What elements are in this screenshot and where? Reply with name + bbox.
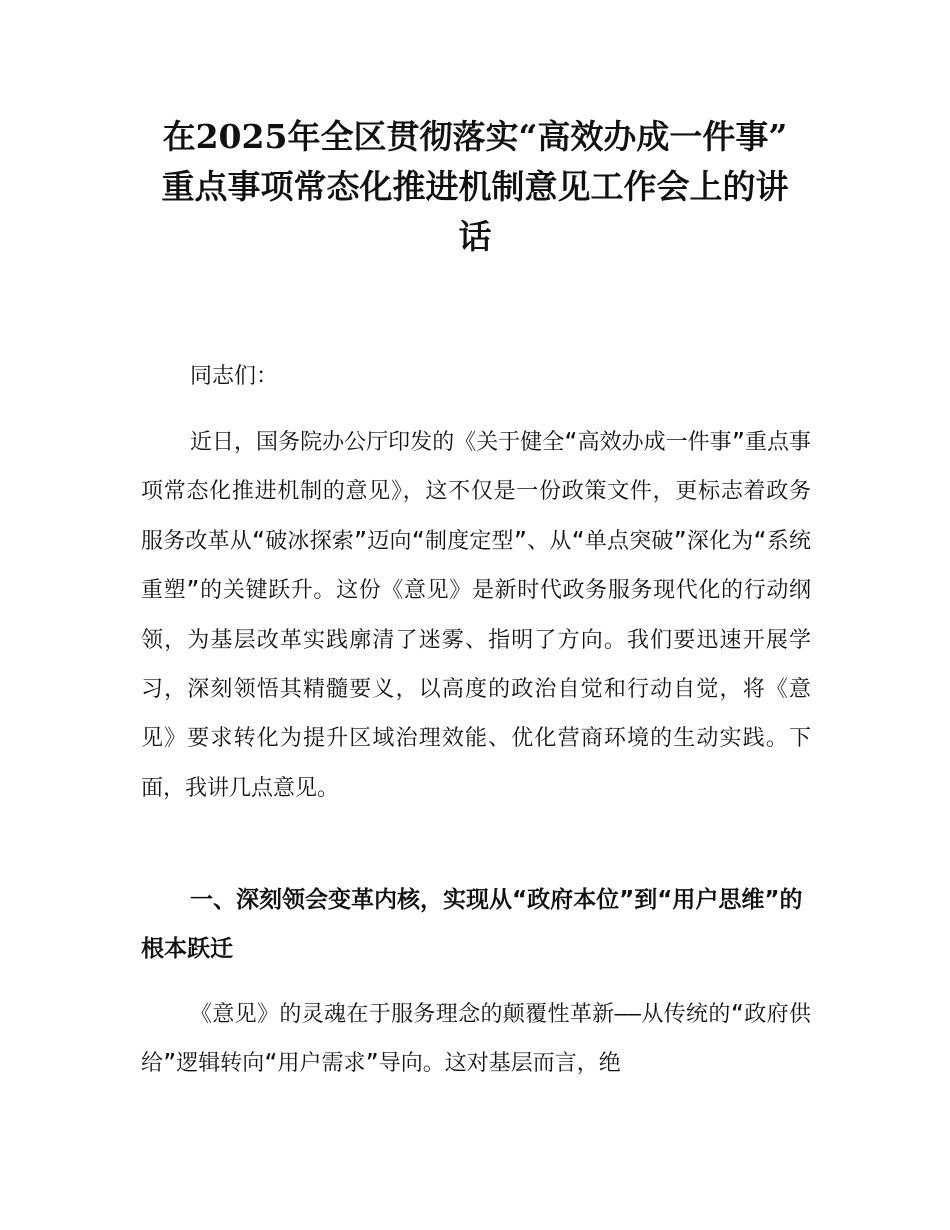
title-line: 在2025年全区贯彻落实“高效办成一件事”	[162, 117, 788, 156]
document-title	[140, 112, 810, 262]
salutation: 同志们：	[190, 364, 279, 389]
paragraph-intro: 近日，国务院办公厅印发的《关于健全“高效办成一件事”重点事项常态化推进机制的意见》，这不仅是一份政策文件，更标志着政务服务改革从“破冰探索”迈向“制度定型”、从“单点突破”深化为“系统重塑”的关键跃升。这份《意见》是新时代政务服务现代化的行动纲领，为基层改革实践廓清了迷雾、指明了方向。我们要迅速开展学习，深刻领悟其精髓要义，以高度的政治自觉和行动自觉，将《意见》要求转化为提升区域治理效能、优化营商环境的生动实践。下面，我讲几点意见。	[141, 430, 811, 801]
paragraph-section-1: 《意见》的灵魂在于服务理念的颠覆性革新——从传统的“政府供给”逻辑转向“用户需求”导向。这对基层而言，绝	[141, 1002, 811, 1077]
title-line: 重点事项常态化推进机制意见工作会上的讲	[161, 167, 789, 206]
section-heading-1: 一、深刻领会变革内核，实现从“政府本位”到“用户思维”的根本跃迁	[141, 887, 803, 962]
title-line: 话	[458, 217, 492, 256]
